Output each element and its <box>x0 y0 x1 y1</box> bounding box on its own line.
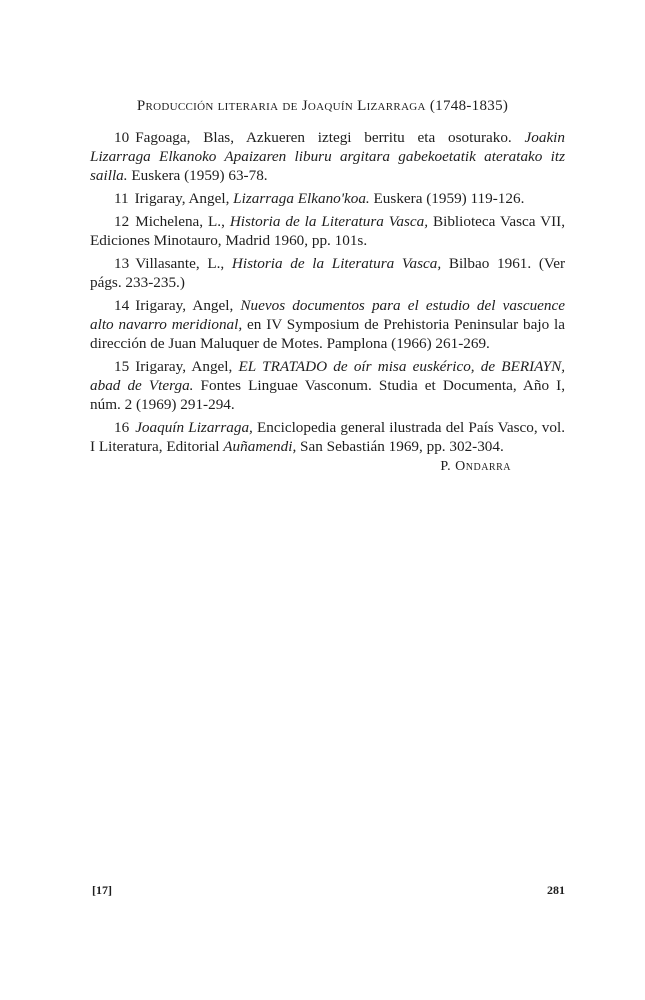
footnote-italic-title: Joakin Lizarraga Elkanoko Apaizaren liburu argitara gabekoetatik ateratako itz sailla. <box>90 129 565 184</box>
footnote-text: Bilbao 1961. (Ver págs. 233-235.) <box>90 255 566 291</box>
footnote-text: Michelena, L., <box>135 213 230 230</box>
footnote-text: Villasante, L., <box>135 255 232 272</box>
footnote-text: Euskera (1959) 63-78. <box>127 167 268 184</box>
header-author: Joaquín Lizarraga <box>301 98 426 114</box>
footnote-12 <box>90 212 565 250</box>
footnote-italic-publisher: Auñamendi, <box>223 438 297 455</box>
footnote-text: San Sebastián 1969, pp. 302-304. <box>296 438 504 455</box>
footnote-italic-title: Nuevos documentos para el estudio del vascuence alto navarro meridional, <box>90 297 565 333</box>
header-dates: (1748-1835) <box>429 98 509 114</box>
footnote-16 <box>90 418 565 456</box>
footnote-14 <box>90 296 565 353</box>
footnote-15 <box>90 357 565 414</box>
footnote-text: Biblioteca Vasca VII, Ediciones Minotauro, Madrid 1960, pp. 101s. <box>90 213 565 249</box>
footnote-number: 11 <box>114 190 129 207</box>
footnote-italic-title: Historia de la Literatura Vasca, <box>231 255 442 272</box>
footnotes-list <box>90 128 565 460</box>
footnote-italic-title: Lizarraga Elkano'koa. <box>233 190 370 207</box>
footnote-number: 13 <box>114 255 130 272</box>
footnote-text: Fontes Linguae Vasconum. Studia et Documenta, Año I, núm. 2 (1969) 291-294. <box>90 377 565 413</box>
footnote-text: Fagoaga, Blas, Azkueren iztegi berritu eta osoturako. <box>135 129 525 146</box>
footnote-text: Enciclopedia general ilustrada del País Vasco, vol. I Literatura, Editorial <box>90 419 565 455</box>
author-signature: P. Ondarra <box>440 459 511 474</box>
running-header <box>0 98 645 115</box>
footnote-number: 15 <box>114 358 130 375</box>
footnote-text: Euskera (1959) 119-126. <box>369 190 525 207</box>
footnote-italic-title: Joaquín Lizarraga, <box>135 419 253 436</box>
footnote-italic-title: EL TRATADO de oír misa euskérico, de BERIAYN, abad de Vterga. <box>90 358 565 394</box>
header-title: Producción literaria de <box>136 98 298 114</box>
footnote-text: Irigaray, Angel, <box>134 190 234 207</box>
footnote-italic-title: Historia de la Literatura Vasca, <box>229 213 429 230</box>
footnote-text: en IV Symposium de Prehistoria Peninsular bajo la dirección de Juan Maluquer de Motes. Pamplona (1966) 261-269. <box>90 316 565 352</box>
page-number: 281 <box>547 883 565 897</box>
footnote-number: 16 <box>114 419 130 436</box>
footnote-number: 10 <box>114 129 130 146</box>
footnote-text: Irigaray, Angel, <box>135 358 239 375</box>
footnote-number: 14 <box>114 297 130 314</box>
footnote-text: Irigaray, Angel, <box>135 297 241 314</box>
footnote-number: 12 <box>114 213 130 230</box>
section-number: [17] <box>92 883 112 897</box>
footnote-13 <box>90 254 565 292</box>
footnote-11 <box>90 189 565 208</box>
footnote-10 <box>90 128 565 185</box>
